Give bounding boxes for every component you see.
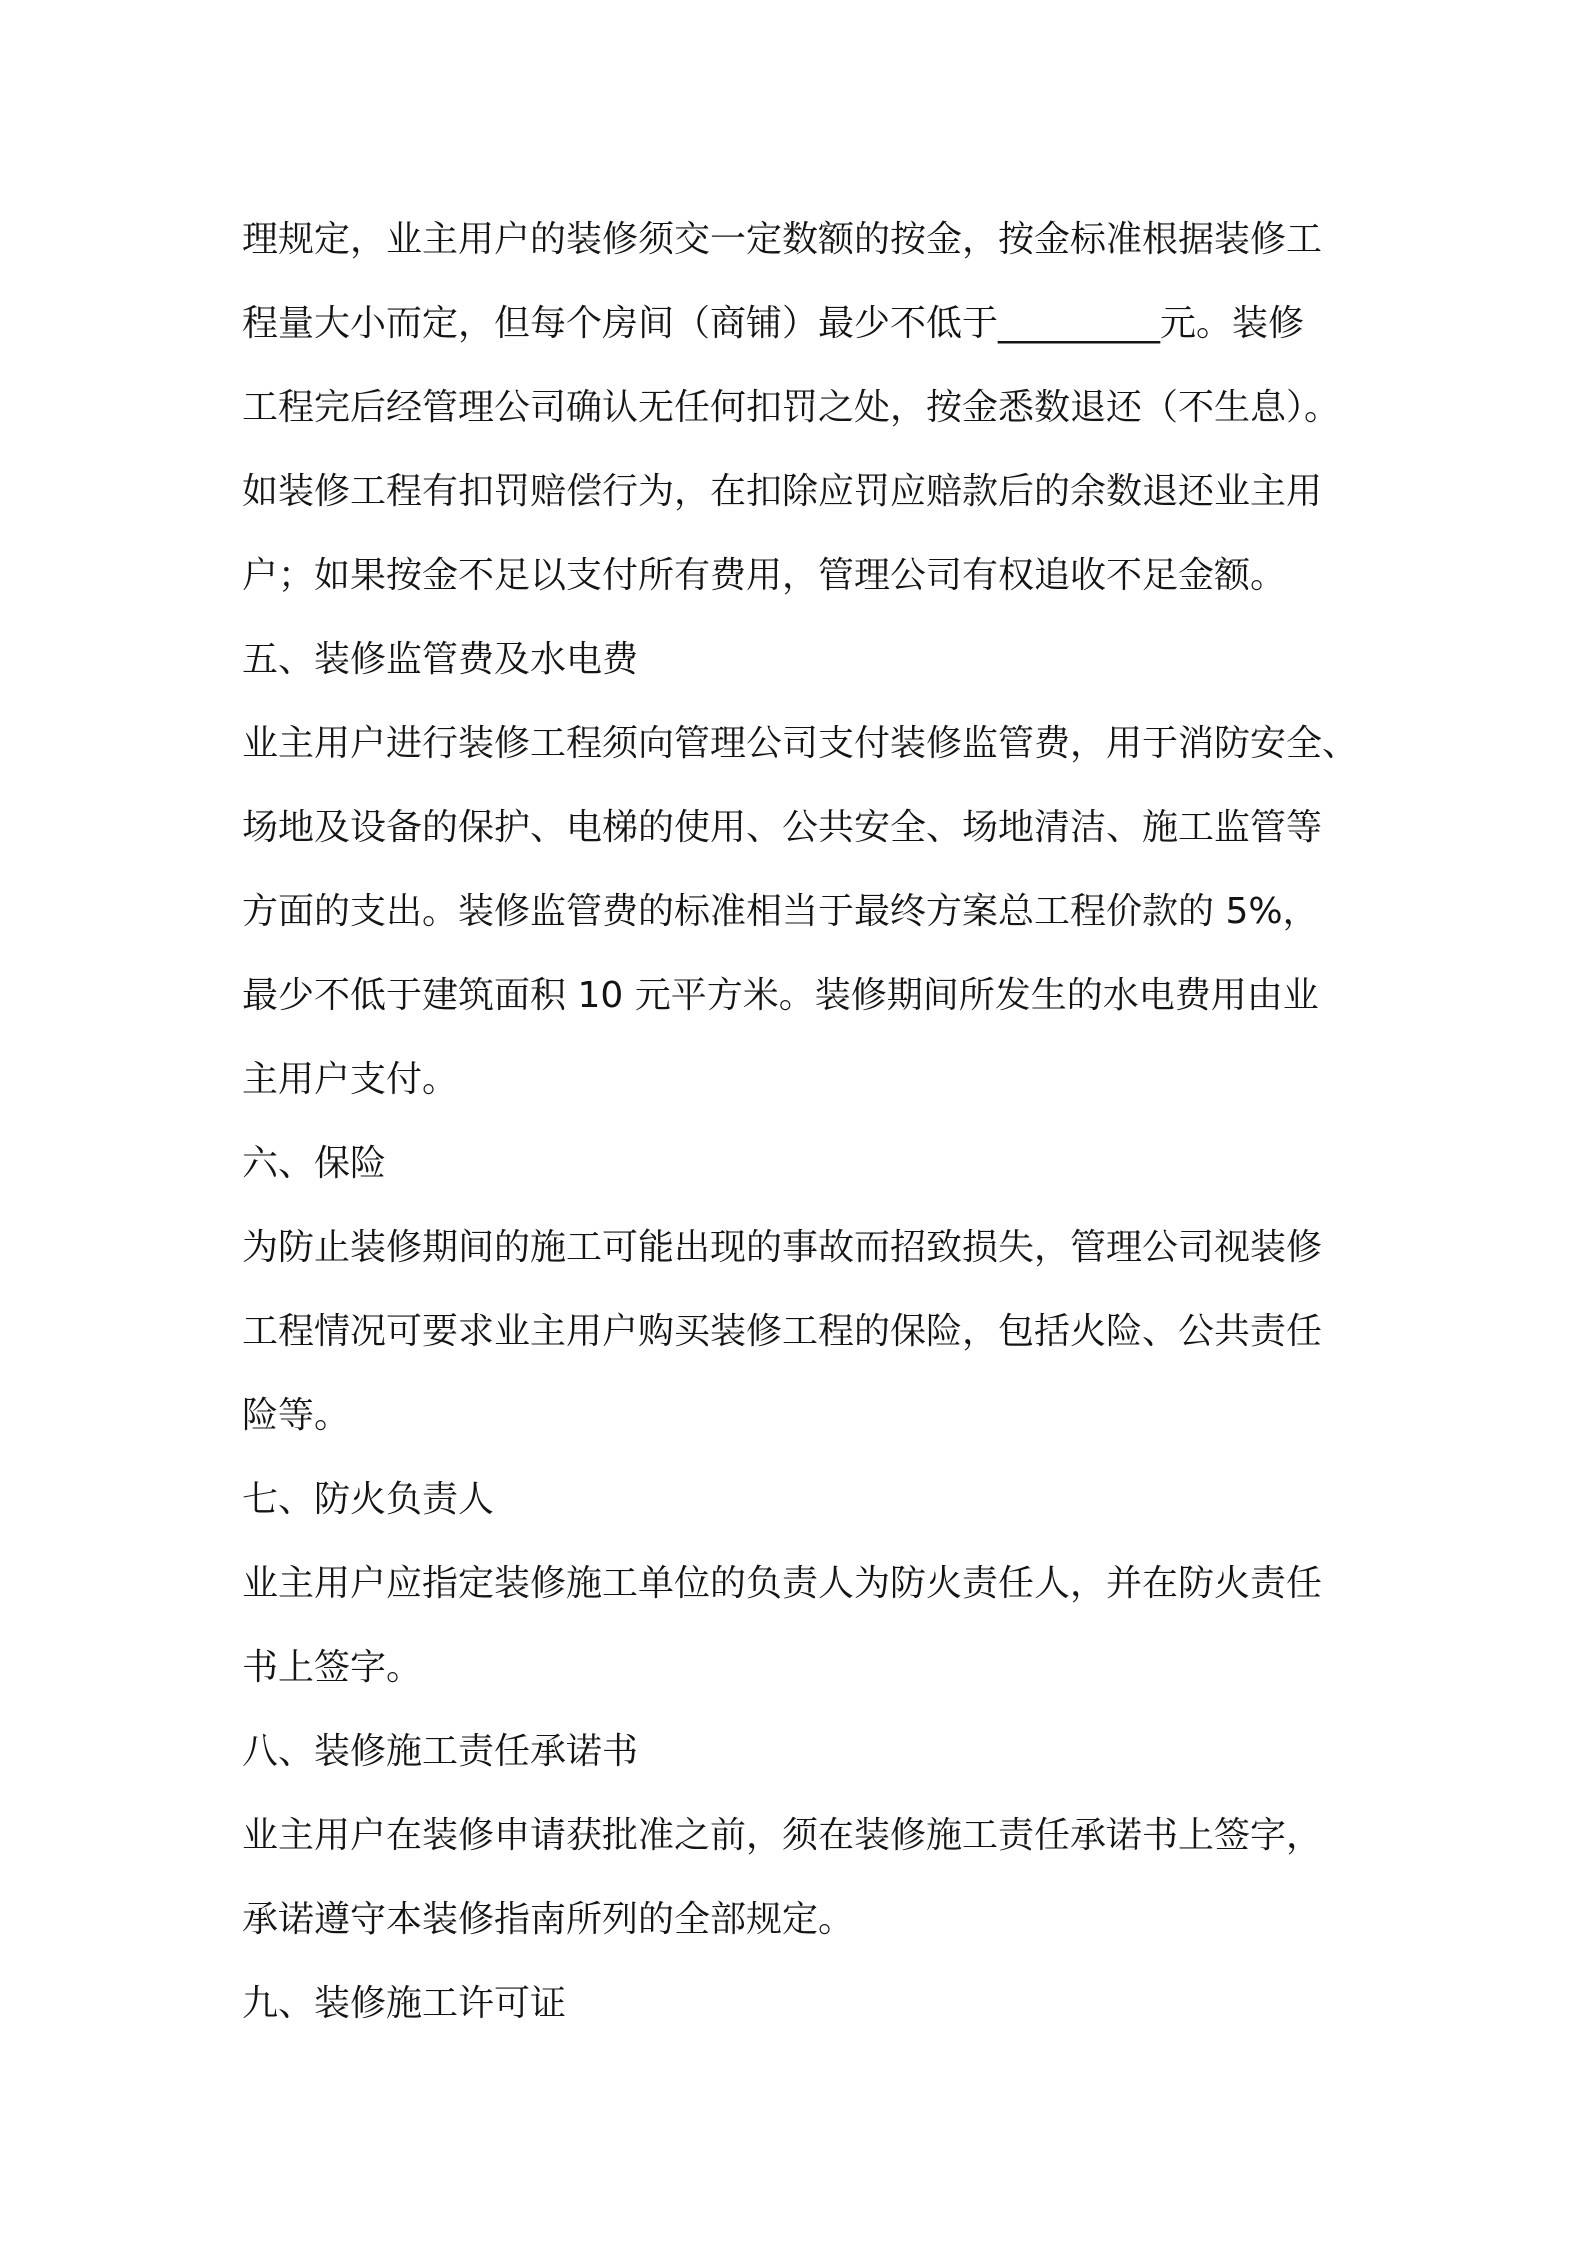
section-heading: 八、装修施工责任承诺书: [242, 1731, 639, 1772]
paragraph-line: 工程情况可要求业主用户购买装修工程的保险，包括火险、公共责任: [242, 1311, 1323, 1352]
section-heading: 九、装修施工许可证: [242, 1983, 567, 2024]
paragraph-line: 为防止装修期间的施工可能出现的事故而招致损失，管理公司视装修: [242, 1227, 1323, 1268]
paragraph-line: 业主用户进行装修工程须向管理公司支付装修监管费，用于消防安全、: [242, 723, 1359, 764]
paragraph-line: 书上签字。: [242, 1647, 423, 1688]
paragraph-line: 承诺遵守本装修指南所列的全部规定。: [242, 1899, 855, 1940]
paragraph-line: 最少不低于建筑面积 10 元平方米。装修期间所发生的水电费用由业: [242, 975, 1319, 1016]
paragraph-line: 主用户支付。: [242, 1059, 459, 1100]
paragraph-line: 工程完后经管理公司确认无任何扣罚之处，按金悉数退还（不生息）。: [242, 387, 1341, 428]
document-body: [242, 198, 1382, 2046]
paragraph-line: 业主用户在装修申请获批准之前，须在装修施工责任承诺书上签字，: [242, 1815, 1323, 1856]
paragraph-line: 业主用户应指定装修施工单位的负责人为防火责任人，并在防火责任: [242, 1563, 1323, 1604]
paragraph-line: 程量大小而定，但每个房间（商铺）最少不低于_________元。装修: [242, 303, 1305, 344]
paragraph-line: 场地及设备的保护、电梯的使用、公共安全、场地清洁、施工监管等: [242, 807, 1323, 848]
paragraph-line: 险等。: [242, 1395, 351, 1436]
section-heading: 七、防火负责人: [242, 1479, 495, 1520]
paragraph-line: 理规定，业主用户的装修须交一定数额的按金，按金标准根据装修工: [242, 219, 1323, 260]
section-heading: 五、装修监管费及水电费: [242, 639, 639, 680]
paragraph-line: 户；如果按金不足以支付所有费用，管理公司有权追收不足金额。: [242, 555, 1287, 596]
paragraph-line: 方面的支出。装修监管费的标准相当于最终方案总工程价款的 5%，: [242, 891, 1319, 932]
paragraph-line: 如装修工程有扣罚赔偿行为，在扣除应罚应赔款后的余数退还业主用: [242, 471, 1323, 512]
section-heading: 六、保险: [242, 1143, 387, 1184]
